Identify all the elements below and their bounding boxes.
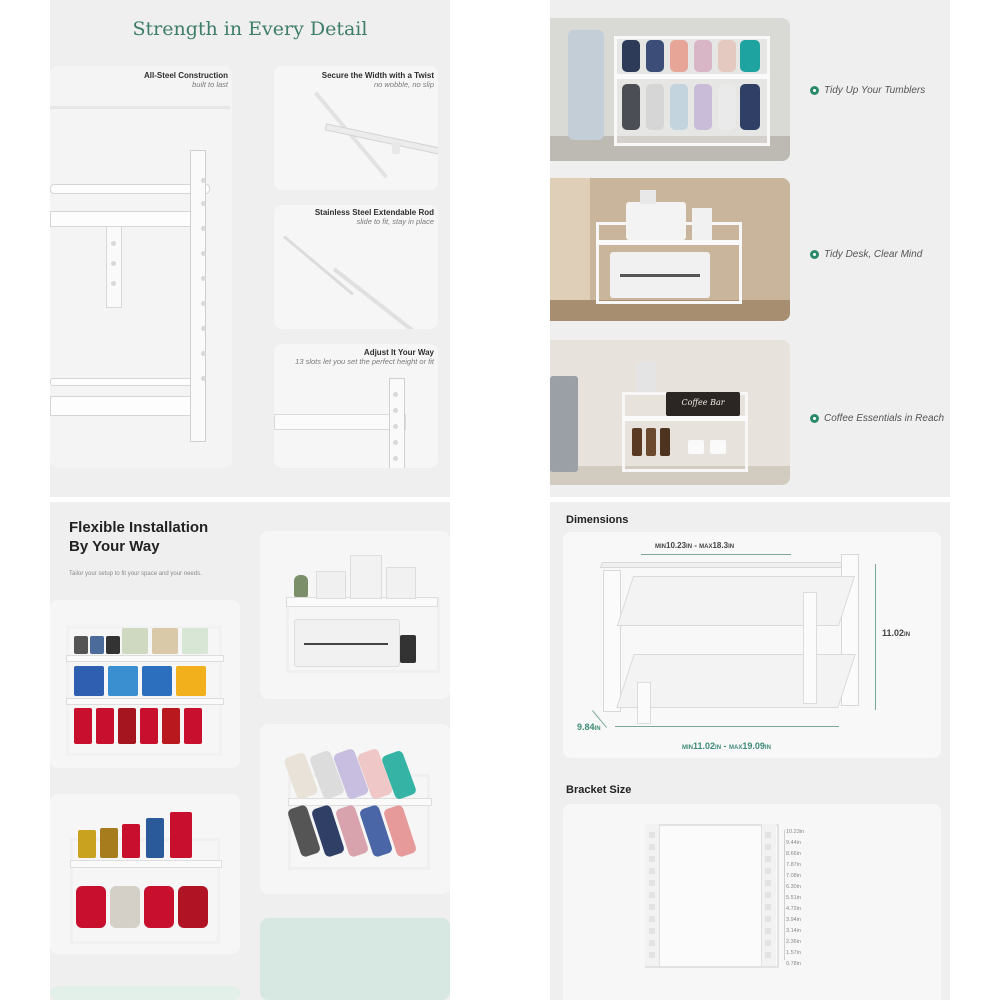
top-max-unit: IN: [728, 544, 735, 550]
coffee-bar-sign: Coffee Bar: [681, 398, 725, 407]
bottom-min-value: 11.02: [693, 741, 716, 751]
bottom-min-word: MIN: [682, 745, 693, 751]
bracket-mark: 10.23in: [786, 829, 805, 835]
caption-rod: [280, 208, 434, 226]
caption-twist-sub: no wobble, no slip: [373, 80, 434, 89]
feature-coffee: Coffee Essentials in Reach: [824, 413, 945, 424]
depth-unit: IN: [594, 726, 601, 732]
feature-tumblers: Tidy Up Your Tumblers: [824, 85, 926, 96]
bottom-max-value: 19.09: [742, 741, 765, 751]
check-bullet-icon: [810, 86, 819, 95]
feature-desk: Tidy Desk, Clear Mind: [824, 249, 923, 260]
construction-photo: [50, 66, 232, 468]
install-title-line1: Flexible Installation: [69, 519, 209, 536]
bottom-max-unit: IN: [764, 745, 771, 751]
partial-photo-tile: [50, 986, 240, 1000]
caption-adjust-heading: Adjust It Your Way: [363, 348, 434, 357]
caption-all-steel: [100, 71, 228, 89]
caption-all-steel-heading: All-Steel Construction: [143, 71, 228, 80]
height-value: 11.02: [882, 628, 905, 638]
dimensions-title: Dimensions: [566, 514, 629, 526]
bracket-mark: 6.30in: [786, 884, 801, 890]
caption-rod-heading: Stainless Steel Extendable Rod: [314, 208, 434, 217]
partial-photo-tile: [260, 918, 450, 1000]
top-max-value: 18.3: [712, 541, 729, 550]
tumbler-scene-photo: [550, 18, 790, 161]
caption-twist: [290, 71, 434, 89]
pantry-cans-photo: [50, 600, 240, 768]
caption-rod-sub: slide to fit, stay in place: [356, 217, 434, 226]
soup-cans-photo: [50, 794, 240, 954]
bracket-mark: 8.66in: [786, 851, 801, 857]
depth-value: 9.84: [577, 722, 595, 732]
caption-adjust: [278, 348, 434, 366]
tumbler-rack-photo: [260, 724, 450, 894]
install-title-line2: By Your Way: [69, 538, 160, 555]
top-max-word: MAX: [699, 544, 713, 550]
bracket-title: Bracket Size: [566, 784, 632, 796]
coffee-scene-photo: [550, 340, 790, 485]
bracket-mark: 3.94in: [786, 917, 801, 923]
desk-scene-photo: [550, 178, 790, 321]
check-bullet-icon: [810, 414, 819, 423]
height-unit: IN: [904, 632, 911, 638]
bracket-mark: 1.57in: [786, 950, 801, 956]
check-bullet-icon: [810, 250, 819, 259]
caption-twist-heading: Secure the Width with a Twist: [321, 71, 434, 80]
bottom-width-label: MIN11.02IN - MAX19.09IN: [682, 741, 771, 751]
bracket-mark: 2.36in: [786, 939, 801, 945]
top-min-value: 10.23: [666, 541, 687, 550]
bracket-mark: 9.44in: [786, 840, 801, 846]
install-subtitle: Tailor your setup to fit your space and your needs.: [69, 571, 202, 577]
bracket-mark: 7.87in: [786, 862, 801, 868]
bracket-mark: 7.08in: [786, 873, 801, 879]
depth-label: [577, 722, 601, 732]
top-min-word: MIN: [655, 544, 666, 550]
desk-setup-photo: [260, 531, 450, 699]
caption-adjust-sub: 13 slots let you set the perfect height or fit: [295, 357, 434, 366]
height-label: [882, 628, 910, 638]
bottom-min-unit: IN: [715, 745, 722, 751]
bracket-mark: 4.72in: [786, 906, 801, 912]
top-width-label: MIN10.23IN - MAX18.3IN: [655, 541, 735, 550]
bracket-mark: 3.14in: [786, 928, 801, 934]
bracket-mark: 5.51in: [786, 895, 801, 901]
top-min-unit: IN: [686, 544, 693, 550]
dimensions-diagram: [563, 532, 941, 758]
detail-title: Strength in Every Detail: [132, 18, 368, 40]
caption-all-steel-sub: built to last: [192, 80, 228, 89]
bottom-max-word: MAX: [729, 745, 743, 751]
bracket-mark: 0.78in: [786, 961, 801, 967]
bracket-diagram: [563, 804, 941, 1000]
